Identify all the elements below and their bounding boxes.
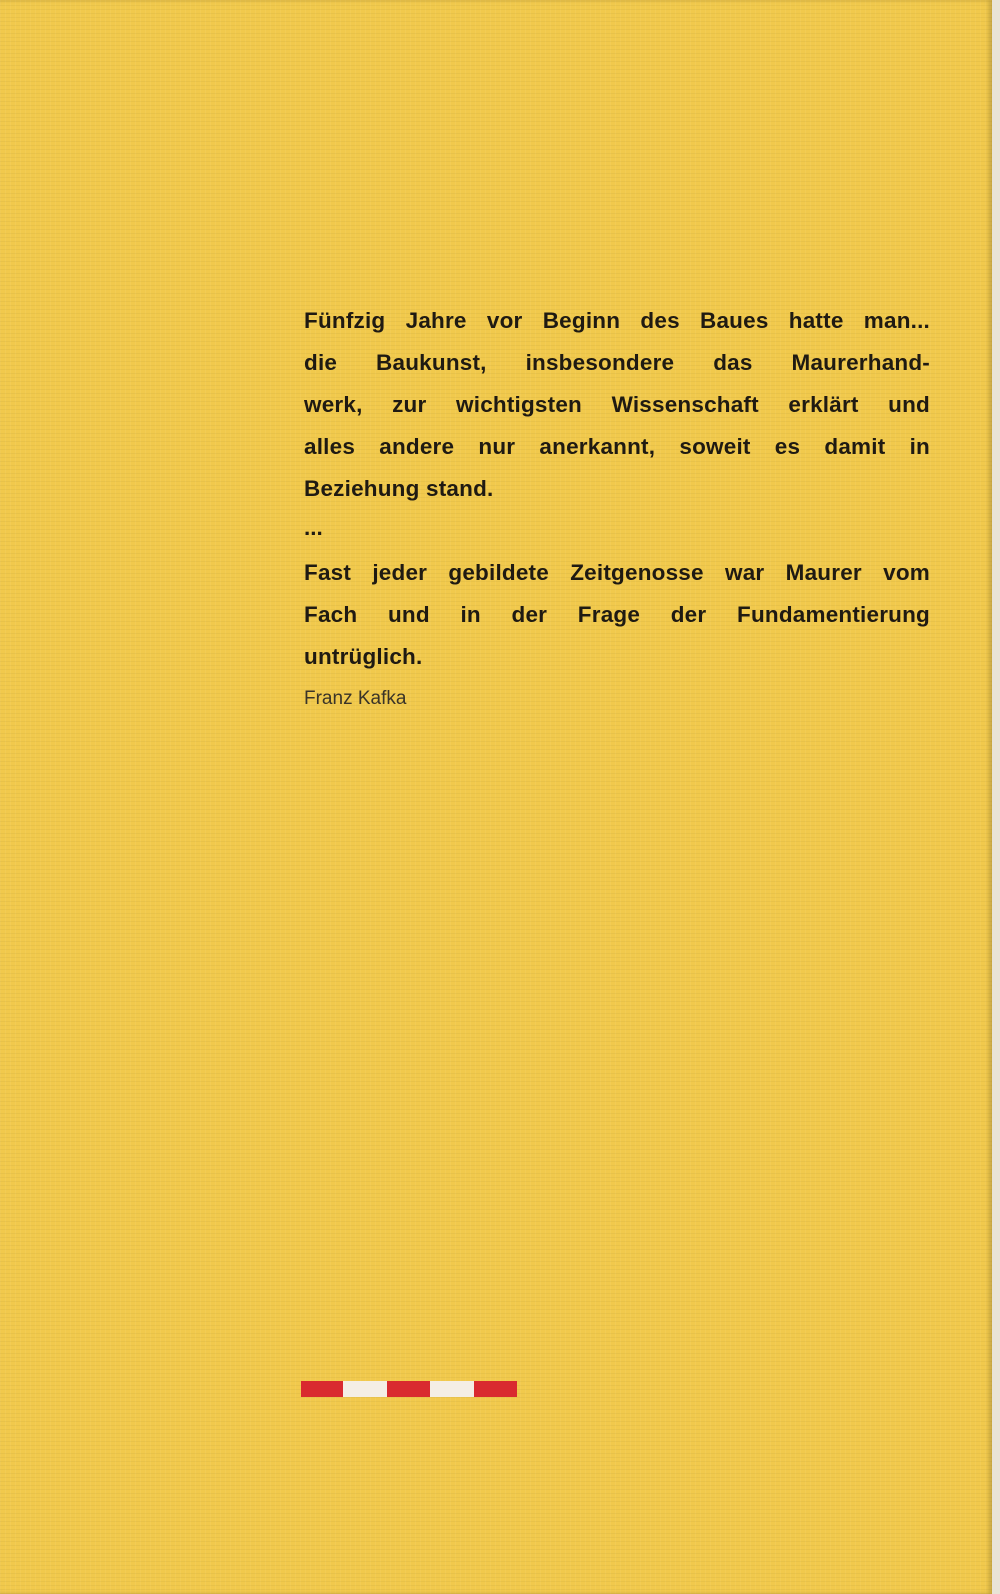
quote-line: Fünfzig Jahre vor Beginn des Baues hatte man... — [304, 308, 930, 333]
cover-edge — [992, 0, 1000, 1594]
quote-line: Fach und in der Frage der Fundamentierung — [304, 602, 930, 627]
quote-block — [304, 300, 930, 714]
logo-segment-red — [301, 1381, 343, 1397]
logo-segment-white — [343, 1381, 387, 1397]
quote-line: werk, zur wichtigsten Wissenschaft erklärt und — [304, 392, 930, 417]
logo-segment-red — [387, 1381, 430, 1397]
quote-line: Beziehung stand. — [304, 476, 494, 501]
publisher-logo-bar — [301, 1381, 517, 1397]
quote-line: alles andere nur anerkannt, soweit es damit in — [304, 434, 930, 459]
quote-line: die Baukunst, insbesondere das Maurerhand- — [304, 350, 930, 375]
quote-ellipsis: ... — [304, 515, 323, 540]
quote-line: untrüglich. — [304, 644, 423, 669]
quote-line: Fast jeder gebildete Zeitgenosse war Maurer vom — [304, 560, 930, 585]
logo-segment-white — [430, 1381, 474, 1397]
logo-segment-red — [474, 1381, 517, 1397]
quote-author: Franz Kafka — [304, 688, 407, 709]
